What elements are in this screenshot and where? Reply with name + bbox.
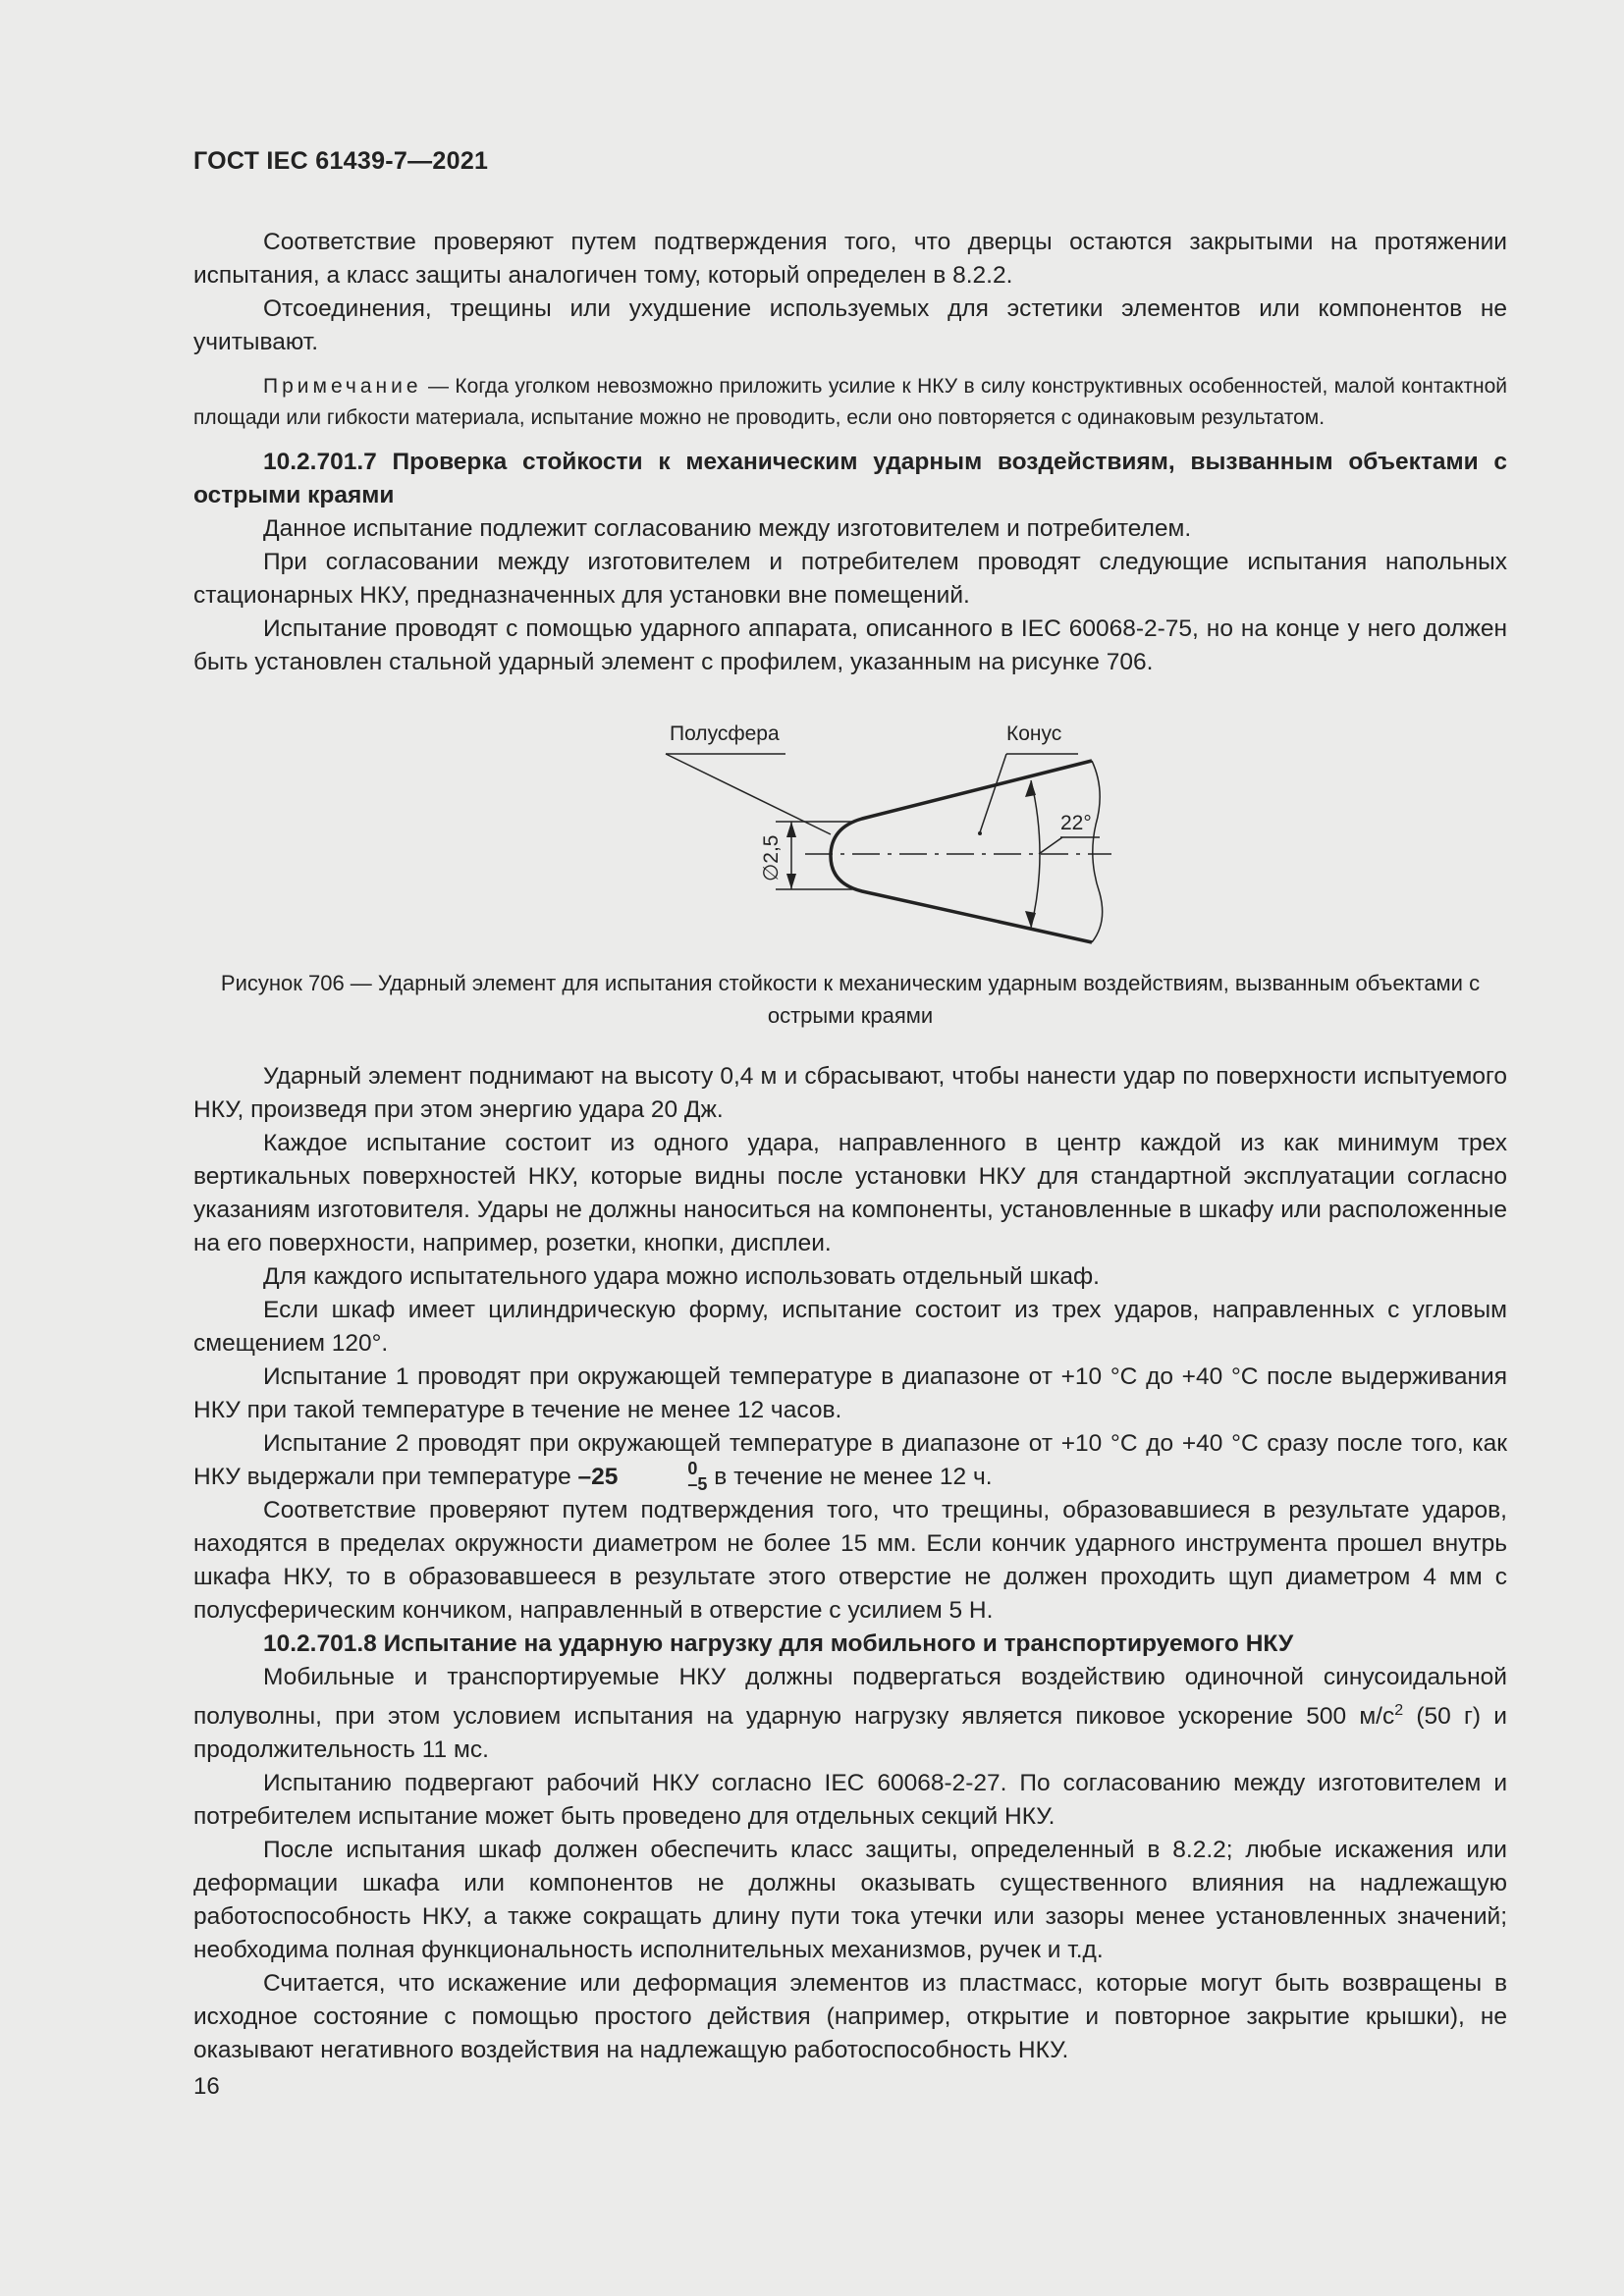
angle-label: 22°	[1060, 812, 1092, 834]
note-label: Примечание	[263, 375, 422, 398]
paragraph: Если шкаф имеет цилиндрическую форму, испытание состоит из трех ударов, направленных с угловым смещением 120°.	[193, 1297, 1507, 1357]
superscript: 2	[1394, 1702, 1404, 1719]
figure-caption: Рисунок 706 — Ударный элемент для испытания стойкости к механическим ударным воздействиям, вызванным объектами с острыми краями	[220, 971, 1481, 1028]
document-header: ГОСТ IEC 61439-7—2021	[193, 147, 489, 175]
paragraph	[193, 1661, 1507, 1767]
text-run: Испытание 2 проводят при окружающей температуре в диапазоне от +10 °С до +40 °С сразу после того, как НКУ выдержали при температуре	[193, 1430, 1507, 1490]
temperature-value: –25	[577, 1464, 619, 1490]
figure-706	[609, 717, 1119, 952]
paragraph: После испытания шкаф должен обеспечить класс защиты, определенный в 8.2.2; любые искажения или деформации шкафа или компонентов не должны оказывать существенного влияния на надлежащую работоспособность НКУ, а также сокращать длину пути тока утечки или зазоры менее установленных значений; необходима полная функциональность исполнительных механизмов, ручек и т.д.	[193, 1837, 1507, 1964]
paragraph: Испытание 1 проводят при окружающей температуре в диапазоне от +10 °С до +40 °С после выдерживания НКУ при такой температуре в течение не менее 12 часов.	[193, 1363, 1507, 1423]
text-run: (50 г) и продолжительность 11 мс.	[193, 1703, 1507, 1764]
paragraph: Ударный элемент поднимают на высоту 0,4 м и сбрасывают, чтобы нанести удар по поверхности испытуемого НКУ, произведя при этом энергию удара 20 Дж.	[193, 1063, 1507, 1123]
paragraph: Считается, что искажение или деформация элементов из пластмасс, которые могут быть возвращены в исходное состояние с помощью простого действия (например, открытие и повторное закрытие крышки), не оказывают негативного воздействия на надлежащую работоспособность НКУ.	[193, 1970, 1507, 2064]
paragraph: Данное испытание подлежит согласованию между изготовителем и потребителем.	[263, 515, 1192, 542]
arrowhead	[1025, 911, 1036, 928]
label-hemisphere: Полусфера	[670, 722, 780, 745]
text-block-top	[193, 226, 1507, 679]
arrowhead	[786, 822, 796, 837]
note	[193, 371, 1507, 434]
temperature-tolerance	[618, 1461, 707, 1492]
diameter-label: ∅2,5	[760, 834, 783, 881]
break-line	[1092, 761, 1103, 942]
section-heading: 10.2.701.7 Проверка стойкости к механическим ударным воздействиям, вызванным объектами с острыми краями	[193, 449, 1507, 508]
section-heading: 10.2.701.8 Испытание на ударную нагрузку для мобильного и транспортируемого НКУ	[263, 1630, 1294, 1657]
text-run: в течение не менее 12 ч.	[707, 1464, 993, 1490]
tolerance-upper: 0	[687, 1459, 698, 1478]
page-number: 16	[193, 2073, 220, 2100]
leader-cone	[980, 754, 1006, 832]
note-text: — Когда уголком невозможно приложить усилие к НКУ в силу конструктивных особенностей, малой контактной площади или гибкости материала, испытание можно не проводить, если оно повторяется с одинаковым результатом.	[193, 375, 1507, 429]
paragraph: Соответствие проверяют путем подтверждения того, что трещины, образовавшиеся в результате ударов, находятся в пределах окружности диаметром не более 15 мм. Если кончик ударного инструмента прошел внутрь шкафа НКУ, то в образовавшееся в результате этого отверстие не должен проходить щуп диаметром 4 мм с полусферическим кончиком, направленный в отверстие с усилием 5 Н.	[193, 1497, 1507, 1624]
paragraph: Для каждого испытательного удара можно использовать отдельный шкаф.	[263, 1263, 1100, 1290]
tolerance-lower: –5	[687, 1474, 708, 1494]
paragraph	[193, 1427, 1507, 1494]
paragraph: Испытанию подвергают рабочий НКУ согласно IEC 60068-2-27. По согласованию между изготовителем и потребителем испытание может быть проведено для отдельных секций НКУ.	[193, 1770, 1507, 1831]
paragraph: При согласовании между изготовителем и потребителем проводят следующие испытания напольных стационарных НКУ, предназначенных для установки вне помещений.	[193, 549, 1507, 609]
label-cone: Конус	[1006, 722, 1062, 745]
text-run: Мобильные и транспортируемые НКУ должны подвергаться воздействию одиночной синусоидальной полуволны, при этом условием испытания на ударную нагрузку является пиковое ускорение 500 м/с	[193, 1664, 1507, 1731]
arrowhead	[1025, 780, 1036, 797]
angle-leader	[1039, 837, 1062, 854]
leader-dot	[978, 831, 982, 835]
text-block-bottom	[193, 1060, 1507, 2067]
paragraph: Соответствие проверяют путем подтверждения того, что дверцы остаются закрытыми на протяжении испытания, а класс защиты аналогичен тому, который определен в 8.2.2.	[193, 229, 1507, 289]
striker-profile	[831, 761, 1092, 942]
paragraph: Каждое испытание состоит из одного удара, направленного в центр каждой из как минимум трех вертикальных поверхностей НКУ, которые видны после установки НКУ для стандартной эксплуатации согласно указаниям изготовителя. Удары не должны наноситься на компоненты, установленные в шкафу или расположенные на его поверхности, например, розетки, кнопки, дисплеи.	[193, 1130, 1507, 1256]
arrowhead	[786, 874, 796, 889]
paragraph: Испытание проводят с помощью ударного аппарата, описанного в IEC 60068-2-75, но на конце у него должен быть установлен стальной ударный элемент с профилем, указанным на рисунке 706.	[193, 615, 1507, 675]
paragraph: Отсоединения, трещины или ухудшение используемых для эстетики элементов или компонентов не учитывают.	[193, 295, 1507, 355]
